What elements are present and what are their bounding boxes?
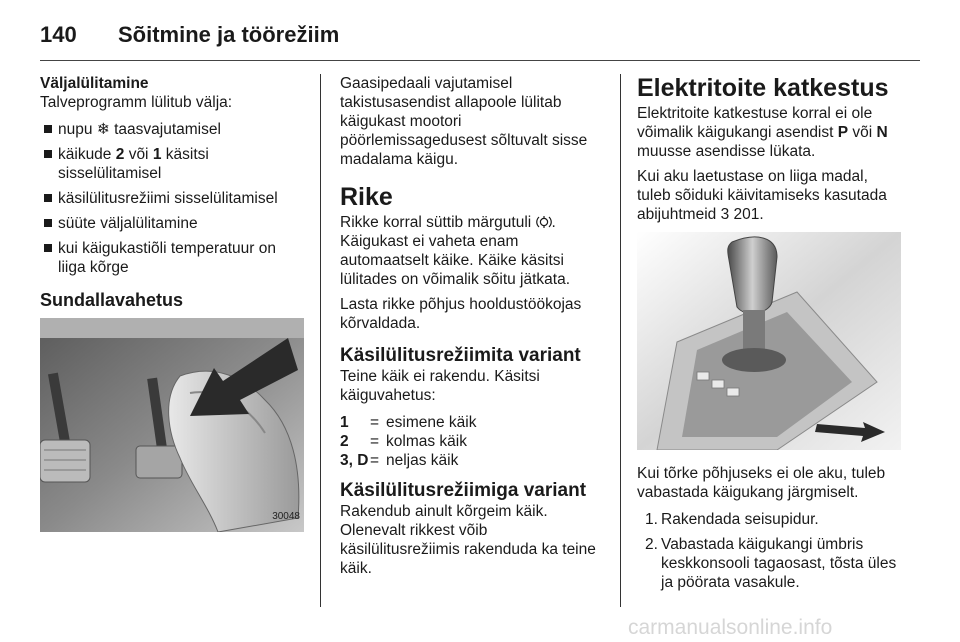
fault-heading: Rike <box>340 183 393 211</box>
page-number: 140 <box>40 22 77 47</box>
kickdown-heading: Sundallavahetus <box>40 290 184 310</box>
bullet-marker <box>44 219 52 227</box>
kickdown-text: Gaasipedaali vajutamisel takistusasendist allapoole lülitab käigukast mootori pöörlemissagedusest sõltuvalt sisse madalama käigu. <box>340 75 588 168</box>
variant-without-heading: Käsilülitusrežiimita variant <box>340 345 581 366</box>
chapter-title: Sõitmine ja töörežiim <box>118 22 340 47</box>
column-3 <box>637 74 901 598</box>
column-divider-2 <box>620 74 621 607</box>
gear-lever-illustration <box>637 232 901 450</box>
column-2 <box>340 74 604 584</box>
variant-without-text: Teine käik ei rakendu. Käsitsi käiguvahetus: <box>340 368 540 404</box>
bullet-marker <box>44 244 52 252</box>
list-item: käsilülitusrežiimi sisselülitamisel <box>40 189 304 208</box>
snowflake-icon: ❄ <box>96 121 110 138</box>
gear-lever-drawing <box>637 232 901 450</box>
column-divider-1 <box>320 74 321 607</box>
fault-text-1: Rikke korral süttib märgutuli . <box>340 214 556 231</box>
table-row: 1 = esimene käik <box>340 414 477 431</box>
fault-text-3: Lasta rikke põhjus hooldustöökojas kõrvaldada. <box>340 296 582 332</box>
fault-text-2: Käigukast ei vaheta enam automaatselt käike. Käike käsitsi lülitades on võimalik sõitu jätkata. <box>340 233 571 288</box>
table-row: 2 = kolmas käik <box>340 433 467 450</box>
gear-warning-icon <box>536 215 552 229</box>
variant-with-text: Rakendub ainult kõrgeim käik. Olenevalt rikkest võib käsilülitusrežiimis rakenduda ka teine käik. <box>340 503 596 577</box>
figure-code: 30048 <box>272 511 300 522</box>
column-1 <box>40 74 304 532</box>
winter-off-list <box>40 120 304 277</box>
bullet-marker <box>44 125 52 133</box>
page-header <box>40 18 920 62</box>
release-steps <box>637 510 901 592</box>
gear-table <box>340 413 476 470</box>
power-failure-text-1: Elektritoite katkestuse korral ei ole võimalik käigukangi asendist P või N muusse asendisse lükata. <box>637 105 888 160</box>
winter-off-intro: Talveprogramm lülitub välja: <box>40 94 233 111</box>
power-failure-heading: Elektritoite katkestus <box>637 74 889 102</box>
kickdown-illustration <box>40 318 304 532</box>
header-rule <box>40 60 920 61</box>
bullet-marker <box>44 194 52 202</box>
page-reference: 3 201. <box>720 206 764 223</box>
list-item: käikude 2 või 1 käsitsi sisselülitamisel <box>40 145 304 183</box>
list-item: süüte väljalülitamine <box>40 214 304 233</box>
list-item: nupu ❄ taasvajutamisel <box>40 120 304 139</box>
table-row: 3, D = neljas käik <box>340 452 459 469</box>
list-item: 1. Rakendada seisupidur. <box>645 511 819 528</box>
power-failure-text-3: Kui tõrke põhjuseks ei ole aku, tuleb vabastada käigukang järgmiselt. <box>637 465 886 501</box>
winter-off-subheading: Väljalülitamine <box>40 75 149 92</box>
pedal-drawing <box>40 318 304 532</box>
power-failure-text-2: Kui aku laetustase on liiga madal, tuleb sõiduki käivitamiseks kasutada abijuhtmeid 3 201. <box>637 168 887 223</box>
list-item: kui käigukastiõli temperatuur on liiga kõrge <box>40 239 304 277</box>
variant-with-heading: Käsilülitusrežiimiga variant <box>340 480 587 501</box>
watermark: carmanualsonline.info <box>628 616 833 639</box>
bullet-marker <box>44 150 52 158</box>
list-item: 2. Vabastada käigukangi ümbris keskkonsooli tagaosast, tõsta üles ja pöörata vasakule. <box>645 536 897 591</box>
